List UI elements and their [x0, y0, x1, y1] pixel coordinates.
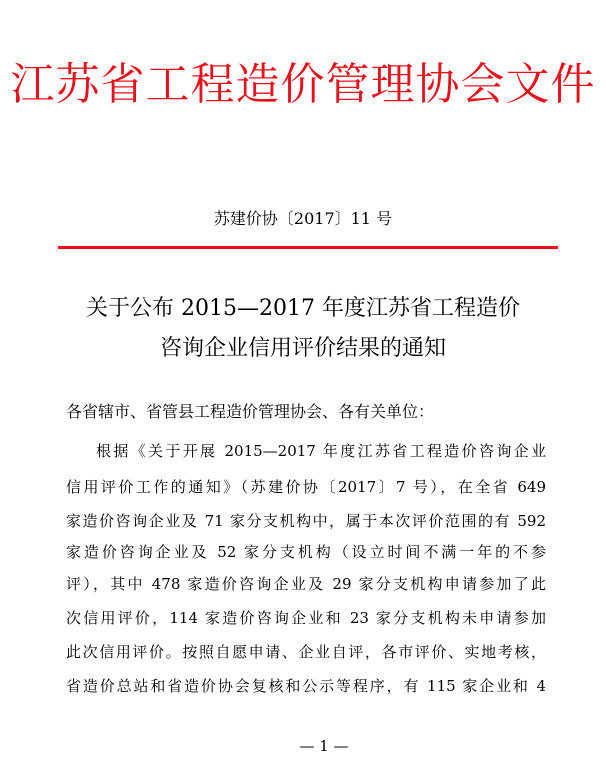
red-separator-line — [58, 246, 558, 249]
body-line: 评），其中 478 家造价咨询企业及 29 家分支机构申请参加了此 — [66, 575, 546, 593]
body-line: 家造价咨询企业及 52 家分支机构（设立时间不满一年的不参 — [66, 543, 546, 561]
document-number: 苏建价协〔2017〕11 号 — [213, 209, 393, 228]
notice-title-line-1: 关于公布 2015—2017 年度江苏省工程造价 — [86, 296, 520, 321]
notice-title-line-2: 咨询企业信用评价结果的通知 — [159, 336, 446, 361]
body-line: 根据《关于开展 2015—2017 年度江苏省工程造价咨询企业 — [96, 442, 546, 460]
salutation: 各省辖市、省管县工程造价管理协会、各有关单位： — [66, 402, 435, 421]
body-line: 次信用评价，114 家造价咨询企业和 23 家分支机构未申请参加 — [66, 609, 546, 627]
body-line: 省造价总站和省造价协会复核和公示等程序，有 115 家企业和 4 — [66, 677, 546, 695]
body-line: 此次信用评价。按照自愿申请、企业自评，各市评价、实地考核， — [66, 643, 546, 661]
issuer-title: 江苏省工程造价管理协会文件 — [10, 59, 596, 110]
body-line: 信用评价工作的通知》（苏建价协〔2017〕7 号），在全省 649 — [66, 478, 546, 496]
page-number: — 1 — — [299, 737, 349, 755]
body-line: 家造价咨询企业及 71 家分支机构中，属于本次评价范围的有 592 — [66, 512, 546, 530]
